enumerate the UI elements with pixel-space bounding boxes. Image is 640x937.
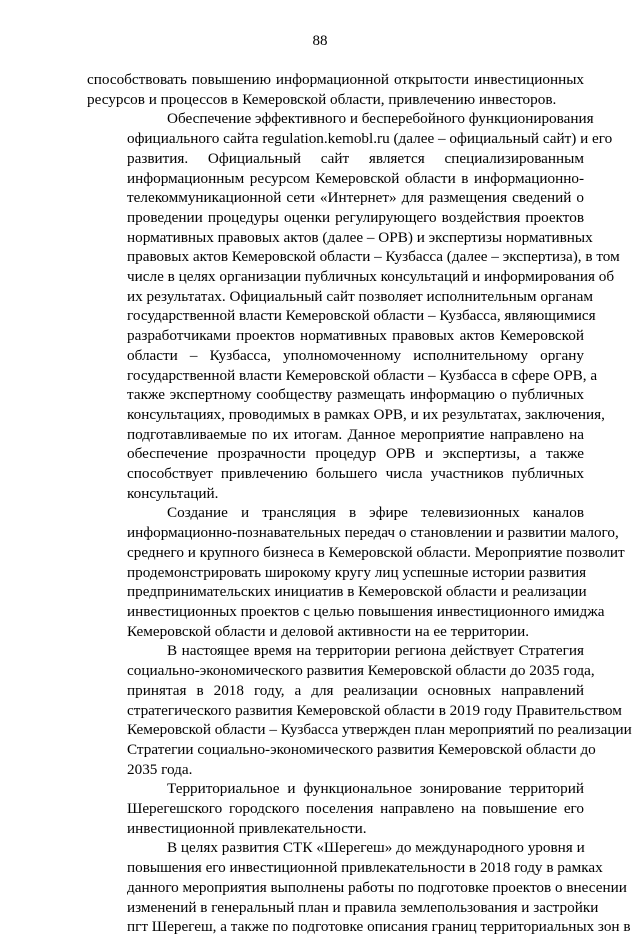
text-line: способствовать повышению информационной открытости инвестиционных bbox=[87, 71, 584, 88]
text-line: разработчиками проектов нормативных правовых актов Кемеровской bbox=[127, 327, 584, 345]
paragraph bbox=[87, 109, 620, 503]
text-line: официального сайта regulation.kemobl.ru (далее – официальный сайт) и его bbox=[127, 130, 613, 148]
text-line: социально-экономического развития Кемеровской области до 2035 года, bbox=[127, 662, 595, 680]
document-body bbox=[87, 70, 632, 937]
text-line: области – Кузбасса, уполномоченному исполнительному органу bbox=[127, 346, 584, 364]
text-line: ресурсов и процессов в Кемеровской области, привлечению инвесторов. bbox=[87, 90, 557, 108]
text-line: развития. Официальный сайт является специализированным bbox=[127, 149, 584, 167]
text-line: телекоммуникационной сети «Интернет» для размещения сведений о bbox=[127, 189, 584, 207]
text-line: данного мероприятия выполнены работы по подготовке проектов о внесении bbox=[127, 878, 627, 896]
paragraph bbox=[87, 503, 625, 641]
text-line: Кемеровской области и деловой активности на ее территории. bbox=[127, 622, 530, 640]
text-line: информационно-познавательных передач о становлении и развитии малого, bbox=[127, 524, 619, 542]
text-line: продемонстрировать широкому кругу лиц успешные истории развития bbox=[127, 563, 587, 581]
text-line: повышения его инвестиционной привлекательности в 2018 году в рамках bbox=[127, 859, 603, 877]
text-line: также экспертному сообществу размещать информацию о публичных bbox=[127, 386, 584, 404]
text-line: В настоящее время на территории региона действует Стратегия bbox=[167, 642, 584, 660]
text-line: принятая в 2018 году, а для реализации основных направлений bbox=[127, 681, 584, 699]
text-line: способствует привлечению большего числа участников публичных bbox=[127, 465, 584, 483]
text-line: стратегического развития Кемеровской области в 2019 году Правительством bbox=[127, 701, 622, 719]
text-line: числе в целях организации публичных консультаций и информирования об bbox=[127, 268, 615, 286]
text-line: консультаций. bbox=[127, 484, 219, 502]
text-line: изменений в генеральный план и правила землепользования и застройки bbox=[127, 898, 599, 916]
text-line: государственной власти Кемеровской области – Кузбасса в сфере ОРВ, а bbox=[127, 366, 598, 384]
paragraph bbox=[87, 641, 632, 779]
text-line: подготавливаемые по их итогам. Данное мероприятие направлено на bbox=[127, 425, 584, 443]
text-line: Территориальное и функциональное зонирование территорий bbox=[167, 780, 584, 798]
text-line: консультациях, проводимых в рамках ОРВ, и их результатах, заключения, bbox=[127, 405, 605, 423]
text-line: среднего и крупного бизнеса в Кемеровской области. Мероприятие позволит bbox=[127, 543, 625, 561]
text-line: обеспечение прозрачности процедур ОРВ и экспертизы, а также bbox=[127, 445, 584, 463]
text-line: пгт Шерегеш, а также по подготовке описания границ территориальных зон в bbox=[127, 918, 631, 936]
text-line: Стратегии социально-экономического развития Кемеровской области до bbox=[127, 740, 596, 758]
text-line: государственной власти Кемеровской области – Кузбасса, являющимися bbox=[127, 307, 596, 325]
text-line: Кемеровской области – Кузбасса утвержден план мероприятий по реализации bbox=[127, 721, 632, 739]
text-line: Обеспечение эффективного и бесперебойного функционирования bbox=[167, 110, 594, 128]
text-line: предпринимательских инициатив в Кемеровской области и реализации bbox=[127, 583, 587, 601]
text-line: 2035 года. bbox=[127, 760, 193, 778]
text-line: инвестиционных проектов с целью повышения инвестиционного имиджа bbox=[127, 602, 605, 620]
text-line: их результатах. Официальный сайт позволяет исполнительным органам bbox=[127, 287, 593, 305]
text-line: информационным ресурсом Кемеровской области в информационно- bbox=[127, 169, 584, 187]
text-line: Создание и трансляция в эфире телевизионных каналов bbox=[167, 504, 584, 522]
text-line: В целях развития СТК «Шерегеш» до международного уровня и bbox=[167, 839, 585, 857]
text-line: нормативных правовых актов (далее – ОРВ) и экспертизы нормативных bbox=[127, 228, 593, 246]
page-number: 88 bbox=[312, 33, 328, 49]
text-line: правовых актов Кемеровской области – Кузбасса (далее – экспертиза), в том bbox=[127, 248, 620, 266]
text-line: инвестиционной привлекательности. bbox=[127, 819, 367, 837]
text-line: Шерегешского городского поселения направлено на повышение его bbox=[127, 800, 584, 818]
paragraph bbox=[87, 779, 584, 838]
text-line: проведении процедуры оценки регулирующего воздействия проектов bbox=[127, 208, 584, 226]
paragraph bbox=[87, 838, 631, 937]
paragraph bbox=[87, 70, 584, 109]
